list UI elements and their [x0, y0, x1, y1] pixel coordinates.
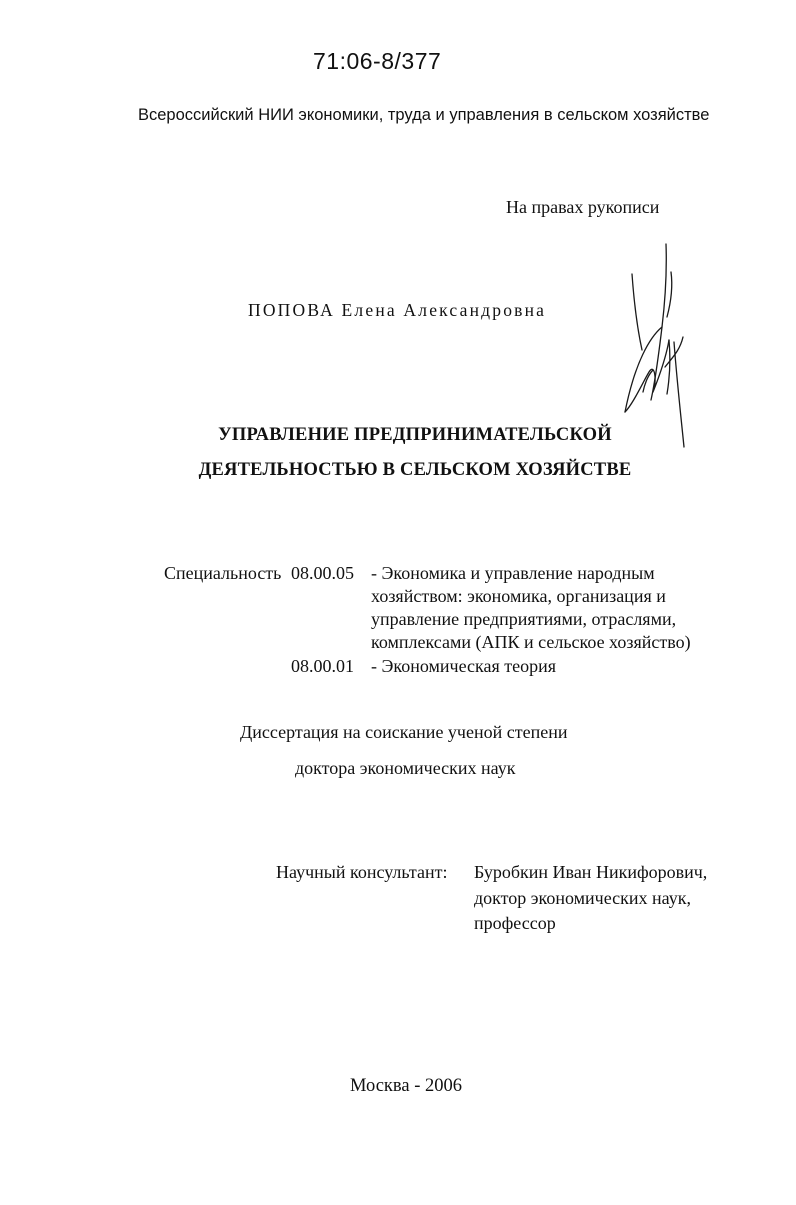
dissertation-line-2: доктора экономических наук	[295, 758, 516, 778]
specialty-code-2: 08.00.01	[291, 656, 354, 676]
specialty-code-1: 08.00.05	[291, 563, 354, 583]
archive-code: 71:06-8/377	[313, 48, 442, 74]
thesis-title-line-1: УПРАВЛЕНИЕ ПРЕДПРИНИМАТЕЛЬСКОЙ	[218, 425, 612, 445]
author-name: ПОПОВА Елена Александровна	[248, 300, 547, 320]
specialty-desc-line: управление предприятиями, отраслями,	[371, 609, 677, 629]
signature-icon	[605, 232, 695, 457]
consultant-name: Буробкин Иван Никифорович,	[474, 862, 708, 882]
thesis-title-line-2: ДЕЯТЕЛЬНОСТЬЮ В СЕЛЬСКОМ ХОЗЯЙСТВЕ	[198, 460, 632, 480]
specialty-desc-line: комплексами (АПК и сельское хозяйство)	[371, 632, 691, 652]
specialty-desc-line: - Экономика и управление народным	[371, 563, 655, 583]
consultant-label: Научный консультант:	[276, 862, 448, 882]
consultant-degree: доктор экономических наук,	[474, 888, 691, 908]
specialty-desc-line: хозяйством: экономика, организация и	[371, 586, 666, 606]
city-year: Москва - 2006	[350, 1076, 463, 1096]
dissertation-line-1: Диссертация на соискание ученой степени	[240, 722, 568, 742]
specialty-desc-line: - Экономическая теория	[371, 656, 557, 676]
manuscript-note: На правах рукописи	[506, 197, 660, 217]
institute-name: Всероссийский НИИ экономики, труда и управления в сельском хозяйстве	[138, 106, 710, 124]
consultant-rank: профессор	[474, 913, 556, 933]
specialty-label: Специальность	[164, 563, 282, 583]
